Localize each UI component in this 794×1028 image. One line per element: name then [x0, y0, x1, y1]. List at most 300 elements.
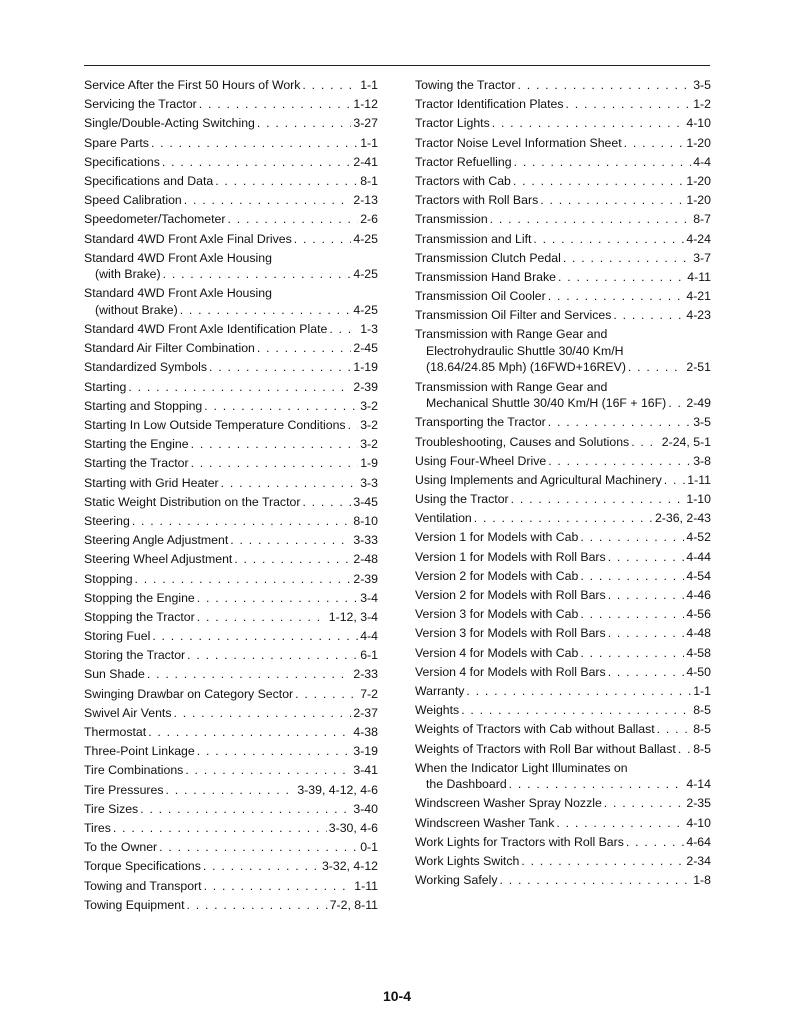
- dot-leader: [197, 590, 358, 607]
- index-entry: [415, 115, 711, 132]
- index-column-right: [415, 77, 711, 891]
- index-entry: [84, 551, 378, 568]
- index-entry-text: Version 2 for Models with Cab: [415, 568, 579, 583]
- dot-leader: [166, 782, 296, 799]
- index-entry: [415, 250, 711, 267]
- index-entry-text: Starting In Low Outside Temperature Conditions: [84, 418, 346, 432]
- index-entry-text: Windscreen Washer Spray Nozzle: [415, 796, 602, 811]
- index-entry-page: 4-4: [360, 629, 378, 644]
- index-entry-text: Tire Pressures: [84, 782, 164, 797]
- index-entry-text: Standard 4WD Front Axle Final Drives: [84, 231, 292, 246]
- index-entry: [84, 609, 378, 626]
- index-entry: [415, 568, 711, 585]
- index-entry: [415, 834, 711, 851]
- index-entry-text: Stopping the Tractor: [84, 609, 195, 624]
- index-entry-text: Specifications: [84, 154, 160, 169]
- dot-leader: [509, 776, 685, 793]
- header-rule: [84, 65, 710, 66]
- index-entry-page: 0-1: [360, 840, 378, 855]
- index-entry-text: Transmission: [415, 212, 488, 227]
- index-entry: [415, 683, 711, 700]
- index-entry-text: (without Brake): [95, 302, 178, 317]
- index-entry: [84, 647, 378, 664]
- index-entry-page: 4-24: [686, 231, 711, 246]
- index-entry-text: When the Indicator Light Illuminates on: [415, 760, 628, 775]
- index-entry: [415, 529, 711, 546]
- index-entry: [415, 760, 711, 793]
- index-entry-text: Stopping: [84, 571, 133, 586]
- index-entry-page: 2-13: [353, 193, 378, 208]
- index-entry-text: Swinging Drawbar on Category Sector: [84, 686, 294, 701]
- dot-leader: [664, 472, 686, 489]
- dot-leader: [580, 645, 684, 662]
- index-entry: [415, 269, 711, 286]
- index-entry: [415, 231, 711, 248]
- index-entry-page: 3-40: [353, 801, 378, 816]
- index-entry: [415, 96, 711, 113]
- index-entry-page: 3-30, 4-6: [328, 820, 378, 835]
- index-entry: [415, 453, 711, 470]
- page-number: 10-4: [382, 988, 412, 1004]
- index-entry: [415, 702, 711, 719]
- index-entry-text: Version 3 for Models with Roll Bars: [415, 626, 606, 641]
- index-entry: [415, 192, 711, 209]
- index-entry-page: 4-25: [353, 231, 378, 246]
- index-entry-page: 2-6: [360, 212, 378, 227]
- index-entry-text: Weights: [415, 703, 460, 718]
- index-entry: [84, 762, 378, 779]
- index-entry-page: 4-14: [686, 777, 711, 792]
- index-entry-page: 2-41: [353, 154, 378, 169]
- index-entry: [415, 135, 711, 152]
- index-entry-page: 3-39, 4-12, 4-6: [297, 782, 378, 797]
- dot-leader: [548, 453, 691, 470]
- index-entry-text: Troubleshooting, Causes and Solutions: [415, 434, 630, 449]
- index-entry-text: Specifications and Data: [84, 173, 214, 188]
- dot-leader: [466, 683, 691, 700]
- dot-leader: [608, 625, 685, 642]
- index-entry-text: Stopping the Engine: [84, 590, 195, 605]
- dot-leader: [492, 115, 685, 132]
- index-entry-page: 1-12, 3-4: [328, 609, 378, 624]
- dot-leader: [151, 135, 358, 152]
- dot-leader: [140, 801, 351, 818]
- index-entry-page: 4-23: [686, 308, 711, 323]
- index-entry-page: 3-2: [360, 437, 378, 452]
- index-entry: [415, 664, 711, 681]
- index-entry-page: 3-32, 4-12: [321, 859, 378, 874]
- index-entry: [84, 513, 378, 530]
- index-entry-page: 3-2: [360, 418, 378, 432]
- index-entry: [84, 858, 378, 875]
- index-entry-page: 4-38: [353, 725, 378, 739]
- index-entry: [84, 359, 378, 376]
- dot-leader: [191, 455, 359, 472]
- index-entry-text: Tractor Refuelling: [415, 154, 512, 169]
- index-entry-text: Spare Parts: [84, 135, 149, 150]
- index-entry-text: Starting the Engine: [84, 437, 189, 452]
- index-entry-page: 1-1: [360, 135, 378, 150]
- index-entry: [84, 379, 378, 396]
- dot-leader: [180, 302, 352, 319]
- dot-leader: [348, 417, 359, 434]
- dot-leader: [511, 491, 685, 508]
- index-entry: [84, 231, 378, 248]
- index-entry: [84, 135, 378, 152]
- index-entry-text: Standard 4WD Front Axle Housing: [84, 286, 272, 301]
- index-entry-page: 3-3: [360, 475, 378, 490]
- index-entry: [84, 192, 378, 209]
- index-entry-text: Transmission and Lift: [415, 231, 532, 246]
- dot-leader: [631, 434, 660, 451]
- index-entry: [415, 491, 711, 508]
- dot-leader: [533, 231, 684, 248]
- index-entry-page: 3-41: [353, 763, 378, 778]
- index-entry-page: 4-56: [686, 607, 711, 622]
- index-entry-page: 3-4: [360, 590, 378, 605]
- index-entry-page: 4-4: [693, 154, 711, 169]
- dot-leader: [191, 436, 359, 453]
- index-entry-page: 2-33: [353, 667, 378, 682]
- dot-leader: [230, 532, 351, 549]
- index-entry-text: Thermostat: [84, 725, 147, 739]
- index-entry-page: 8-5: [693, 722, 711, 737]
- dot-leader: [563, 250, 691, 267]
- dot-leader: [558, 269, 685, 286]
- index-entry-text: Standardized Symbols: [84, 360, 208, 375]
- index-entry-page: 3-2: [360, 398, 378, 413]
- dot-leader: [159, 839, 358, 856]
- index-entry-text: Tractor Identification Plates: [415, 97, 564, 112]
- index-entry: [415, 472, 711, 489]
- index-entry-page: 3-5: [693, 415, 711, 430]
- index-entry: [415, 211, 711, 228]
- index-entry-text: Working Safely: [415, 873, 498, 888]
- index-entry-text: Starting the Tractor: [84, 456, 189, 471]
- index-entry: [84, 532, 378, 549]
- dot-leader: [657, 721, 692, 738]
- index-entry-text: Windscreen Washer Tank: [415, 815, 555, 830]
- index-entry-text: Transmission Oil Filter and Services: [415, 308, 612, 323]
- index-entry-page: 1-9: [360, 456, 378, 471]
- dot-leader: [302, 494, 351, 511]
- dot-leader: [162, 154, 352, 171]
- index-entry-page: 2-37: [353, 705, 378, 720]
- index-entry-text: Standard 4WD Front Axle Identification Plate: [84, 322, 328, 337]
- index-entry-page: 1-1: [693, 683, 711, 698]
- index-entry-text: Transmission with Range Gear and: [415, 327, 608, 342]
- index-entry: [415, 510, 711, 527]
- index-entry-text: Tractor Noise Level Information Sheet: [415, 135, 622, 150]
- dot-leader: [608, 549, 685, 566]
- dot-leader: [548, 288, 685, 305]
- index-entry: [84, 417, 378, 434]
- index-entry-page: 7-2, 8-11: [329, 897, 378, 912]
- index-entry-page: 1-11: [354, 878, 378, 893]
- index-entry-text: To the Owner: [84, 840, 158, 855]
- dot-leader: [184, 192, 352, 209]
- index-entry-text: Transmission Oil Cooler: [415, 289, 546, 304]
- index-entry-page: 2-35: [686, 796, 711, 811]
- dot-leader: [548, 414, 691, 431]
- index-entry-page: 3-45: [353, 494, 378, 509]
- index-entry-page: 2-36, 2-43: [654, 511, 711, 526]
- index-entry: [415, 307, 711, 324]
- index-entry: [84, 705, 378, 722]
- index-entry-text: Torque Specifications: [84, 859, 201, 874]
- dot-leader: [461, 702, 691, 719]
- dot-leader: [135, 571, 352, 588]
- dot-leader: [521, 853, 684, 870]
- index-entry-text: Work Lights for Tractors with Roll Bars: [415, 834, 624, 849]
- dot-leader: [199, 96, 352, 113]
- dot-leader: [302, 77, 358, 94]
- index-entry: [415, 77, 711, 94]
- index-entry-text: Tires: [84, 820, 111, 835]
- index-entry: [84, 285, 378, 318]
- index-entry-text: Transmission Clutch Pedal: [415, 250, 561, 265]
- dot-leader: [329, 321, 358, 338]
- index-entry-text: Tire Sizes: [84, 801, 139, 816]
- index-entry-text: Using Implements and Agricultural Machinery: [415, 472, 662, 487]
- index-entry-text: Ventilation: [415, 511, 472, 526]
- index-entry-page: 8-1: [360, 173, 378, 188]
- index-entry: [415, 326, 711, 376]
- index-entry-page: 1-3: [360, 322, 378, 337]
- index-entry-page: 4-52: [686, 530, 711, 545]
- index-entry-page: 6-1: [360, 648, 378, 663]
- index-entry: [84, 897, 378, 914]
- dot-leader: [613, 307, 684, 324]
- index-entry-page: 3-5: [693, 78, 711, 92]
- index-entry-page: 2-49: [686, 396, 711, 411]
- index-entry-page: 3-27: [353, 116, 378, 131]
- index-entry-page: 4-25: [353, 267, 378, 282]
- index-entry-page: 8-7: [693, 212, 711, 227]
- index-entry-page: 4-10: [686, 815, 711, 830]
- index-entry-page: 2-51: [686, 360, 711, 375]
- index-entry-text: Steering Wheel Adjustment: [84, 552, 233, 567]
- dot-leader: [628, 359, 684, 376]
- dot-leader: [209, 359, 351, 376]
- index-entry: [84, 398, 378, 415]
- index-entry-page: 1-20: [686, 193, 711, 208]
- index-entry: [415, 288, 711, 305]
- index-entry: [84, 436, 378, 453]
- index-entry-text: Version 4 for Models with Cab: [415, 645, 579, 660]
- index-entry-page: 7-2: [360, 686, 378, 701]
- index-entry-text: Transporting the Tractor: [415, 415, 546, 430]
- index-entry: [84, 590, 378, 607]
- dot-leader: [580, 606, 684, 623]
- index-entry-page: 2-48: [353, 552, 378, 567]
- index-entry-page: 1-11: [687, 472, 711, 487]
- index-entry: [415, 173, 711, 190]
- index-entry: [415, 587, 711, 604]
- index-entry-text: Version 1 for Models with Roll Bars: [415, 549, 606, 564]
- index-entry: [84, 96, 378, 113]
- index-entry-page: 1-2: [693, 97, 711, 112]
- dot-leader: [185, 762, 351, 779]
- dot-leader: [197, 743, 352, 760]
- dot-leader: [257, 115, 351, 132]
- index-entry: [415, 721, 711, 738]
- index-entry-text: Speed Calibration: [84, 193, 182, 208]
- index-entry-text: Tractors with Cab: [415, 173, 511, 188]
- index-entry: [84, 878, 378, 895]
- index-entry-text: Version 3 for Models with Cab: [415, 607, 579, 622]
- index-entry: [415, 645, 711, 662]
- dot-leader: [295, 686, 358, 703]
- dot-leader: [499, 872, 691, 889]
- index-entry: [415, 815, 711, 832]
- index-entry-text: Service After the First 50 Hours of Work: [84, 78, 301, 92]
- index-entry-text: Weights of Tractors with Roll Bar without Ballast: [415, 741, 676, 756]
- index-entry-text: Version 2 for Models with Roll Bars: [415, 588, 606, 602]
- index-entry: [415, 795, 711, 812]
- index-entry: [415, 549, 711, 566]
- dot-leader: [294, 231, 352, 248]
- index-entry-page: 4-25: [353, 302, 378, 317]
- dot-leader: [514, 154, 692, 171]
- dot-leader: [257, 340, 352, 357]
- index-entry-page: 1-8: [693, 873, 711, 888]
- index-entry: [84, 820, 378, 837]
- dot-leader: [566, 96, 692, 113]
- index-entry-text: Tractor Lights: [415, 116, 490, 131]
- index-entry-text: (with Brake): [95, 267, 161, 282]
- index-entry: [84, 494, 378, 511]
- dot-leader: [678, 741, 691, 758]
- index-entry-text: Version 4 for Models with Roll Bars: [415, 664, 606, 679]
- index-entry-page: 8-5: [693, 703, 711, 718]
- index-entry-text: Single/Double-Acting Switching: [84, 116, 255, 131]
- index-entry: [415, 379, 711, 412]
- index-entry-text: Starting and Stopping: [84, 398, 203, 413]
- dot-leader: [608, 664, 685, 681]
- index-entry-text: Storing the Tractor: [84, 648, 186, 663]
- index-entry-text: Version 1 for Models with Cab: [415, 530, 579, 545]
- dot-leader: [228, 211, 359, 228]
- index-entry-text: Mechanical Shuttle 30/40 Km/H (16F + 16F): [426, 396, 667, 411]
- index-entry-page: 1-10: [686, 492, 711, 507]
- index-entry: [84, 115, 378, 132]
- index-entry-page: 2-34: [686, 853, 711, 868]
- dot-leader: [490, 211, 692, 228]
- index-entry: [84, 173, 378, 190]
- index-entry-text: Standard 4WD Front Axle Housing: [84, 250, 272, 265]
- index-entry-page: 3-8: [693, 453, 711, 468]
- index-entry: [415, 414, 711, 431]
- index-column-left: [84, 77, 378, 916]
- dot-leader: [624, 135, 685, 152]
- dot-leader: [187, 647, 358, 664]
- dot-leader: [556, 815, 684, 832]
- index-entry: [84, 340, 378, 357]
- index-entry-text: Starting: [84, 379, 127, 394]
- index-entry-page: 2-39: [353, 571, 378, 586]
- index-entry-page: 1-20: [686, 135, 711, 150]
- index-entry: [415, 625, 711, 642]
- index-entry: [415, 606, 711, 623]
- index-entry-page: 1-19: [353, 360, 378, 375]
- index-entry-text: Speedometer/Tachometer: [84, 212, 226, 227]
- index-entry-text: Work Lights Switch: [415, 853, 520, 868]
- index-entry-page: 3-33: [353, 533, 378, 548]
- index-entry-text: Three-Point Linkage: [84, 744, 195, 759]
- dot-leader: [540, 192, 684, 209]
- index-entry: [84, 250, 378, 283]
- index-entry-page: 2-39: [353, 379, 378, 394]
- dot-leader: [580, 529, 684, 546]
- index-entry-page: 4-58: [686, 645, 711, 660]
- dot-leader: [204, 398, 358, 415]
- index-entry-page: 4-50: [686, 664, 711, 679]
- index-entry-page: 1-1: [360, 78, 378, 92]
- dot-leader: [173, 705, 351, 722]
- dot-leader: [234, 551, 351, 568]
- index-entry-text: Towing the Tractor: [415, 78, 516, 92]
- index-entry-text: Steering Angle Adjustment: [84, 533, 229, 548]
- index-entry: [84, 77, 378, 94]
- dot-leader: [152, 628, 358, 645]
- index-entry-page: 8-5: [693, 741, 711, 756]
- index-entry-page: 1-12: [353, 97, 378, 112]
- index-entry: [84, 782, 378, 799]
- index-entry-page: 8-10: [353, 513, 378, 528]
- index-entry-page: 3-7: [693, 250, 711, 265]
- index-entry: [84, 571, 378, 588]
- index-entry: [84, 211, 378, 228]
- dot-leader: [203, 858, 320, 875]
- index-entry-text: Servicing the Tractor: [84, 97, 197, 112]
- index-entry-text: Swivel Air Vents: [84, 705, 172, 720]
- index-entry-page: 3-19: [353, 744, 378, 759]
- index-entry-page: 4-46: [686, 588, 711, 602]
- index-entry: [84, 321, 378, 338]
- dot-leader: [604, 795, 685, 812]
- index-entry: [84, 724, 378, 741]
- index-entry: [84, 628, 378, 645]
- dot-leader: [163, 266, 352, 283]
- index-entry: [84, 801, 378, 818]
- index-entry-page: 4-48: [686, 626, 711, 641]
- dot-leader: [513, 173, 684, 190]
- index-entry-page: 1-20: [686, 173, 711, 188]
- dot-leader: [148, 724, 351, 741]
- index-entry: [415, 853, 711, 870]
- index-entry-text: (18.64/24.85 Mph) (16FWD+16REV): [426, 360, 626, 375]
- index-entry: [84, 743, 378, 760]
- index-entry-page: 4-64: [686, 834, 711, 849]
- dot-leader: [113, 820, 327, 837]
- index-entry: [84, 666, 378, 683]
- dot-leader: [668, 395, 684, 412]
- index-entry: [84, 475, 378, 492]
- index-entry: [415, 741, 711, 758]
- dot-leader: [132, 513, 352, 530]
- index-entry: [415, 872, 711, 889]
- index-entry-text: the Dashboard: [426, 777, 507, 792]
- dot-leader: [128, 379, 351, 396]
- index-entry-page: 4-44: [686, 549, 711, 564]
- dot-leader: [215, 173, 358, 190]
- dot-leader: [221, 475, 359, 492]
- dot-leader: [517, 77, 691, 94]
- index-entry-text: Storing Fuel: [84, 629, 151, 644]
- index-entry: [84, 455, 378, 472]
- index-entry-page: 4-54: [686, 568, 711, 583]
